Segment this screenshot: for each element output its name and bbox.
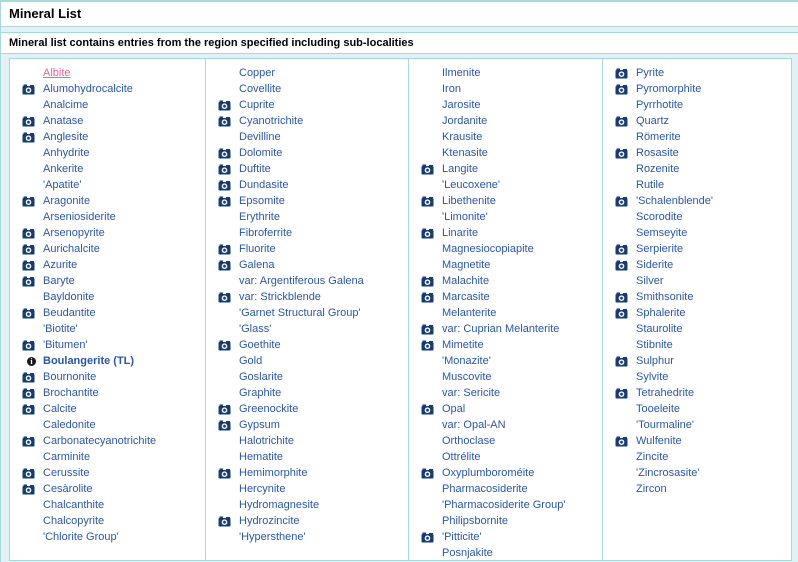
camera-icon [218, 516, 239, 527]
camera-icon [218, 148, 239, 159]
list-item [206, 225, 408, 241]
mineral-link[interactable]: Alumohydrocalcite [43, 83, 133, 95]
list-item [409, 257, 602, 273]
list-item [10, 385, 205, 401]
mineral-link[interactable]: Arsenopyrite [43, 227, 105, 239]
camera-icon [218, 164, 239, 175]
list-item [206, 417, 408, 433]
mineral-link[interactable]: Tooeleite [636, 403, 681, 415]
list-item [603, 177, 791, 193]
camera-icon [615, 292, 636, 303]
list-item [603, 321, 791, 337]
mineral-link[interactable]: Fibroferrite [239, 227, 293, 239]
mineral-link[interactable]: 'Monazite' [442, 355, 491, 367]
list-item [10, 433, 205, 449]
mineral-link[interactable]: Arseniosiderite [43, 211, 116, 223]
list-item [409, 481, 602, 497]
mineral-link[interactable]: var: Strickblende [239, 291, 321, 303]
list-item [10, 369, 205, 385]
mineral-link[interactable]: Sphalerite [636, 307, 686, 319]
list-item [10, 225, 205, 241]
mineral-link[interactable]: Semseyite [636, 227, 688, 239]
camera-icon [615, 260, 636, 271]
mineral-link[interactable]: 'Limonite' [442, 211, 488, 223]
camera-icon [22, 372, 43, 383]
list-item [603, 81, 791, 97]
list-item [409, 145, 602, 161]
camera-icon [421, 228, 442, 239]
list-item [409, 513, 602, 529]
mineral-link[interactable]: Muscovite [442, 371, 492, 383]
mineral-link[interactable]: var: Sericite [442, 387, 501, 399]
page-subheader [1, 32, 798, 54]
mineral-link[interactable]: Rosasite [636, 147, 679, 159]
camera-icon [421, 292, 442, 303]
mineral-link[interactable]: Römerite [636, 131, 681, 143]
list-item [409, 449, 602, 465]
list-item [206, 401, 408, 417]
list-item [206, 337, 408, 353]
mineral-link[interactable]: var: Opal-AN [442, 419, 506, 431]
mineral-link[interactable]: Aragonite [43, 195, 91, 207]
mineral-link[interactable]: 'Pitticite' [442, 531, 482, 543]
mineral-link[interactable]: Philipsbornite [442, 515, 509, 527]
mineral-link[interactable]: Mimetite [442, 339, 484, 351]
list-item [10, 241, 205, 257]
mineral-link[interactable]: Gold [239, 355, 263, 367]
mineral-link[interactable]: 'Apatite' [43, 179, 82, 191]
mineral-link[interactable]: Carminite [43, 451, 91, 463]
list-item [409, 225, 602, 241]
mineral-link[interactable]: Tetrahedrite [636, 387, 695, 399]
list-item [409, 321, 602, 337]
mineral-link[interactable]: Aurichalcite [43, 243, 100, 255]
list-item [409, 209, 602, 225]
camera-icon [218, 244, 239, 255]
mineral-link[interactable]: Covellite [239, 83, 282, 95]
camera-icon [615, 436, 636, 447]
list-item [603, 289, 791, 305]
mineral-link[interactable]: Cesàrolite [43, 483, 93, 495]
mineral-link[interactable]: Rutile [636, 179, 665, 191]
list-item [10, 321, 205, 337]
list-item [10, 193, 205, 209]
list-item [206, 433, 408, 449]
camera-icon [22, 388, 43, 399]
mineral-link[interactable]: Linarite [442, 227, 479, 239]
list-item [206, 273, 408, 289]
list-item [409, 241, 602, 257]
list-item [603, 193, 791, 209]
mineral-link[interactable]: Melanterite [442, 307, 497, 319]
mineral-link[interactable]: 'Chlorite Group' [43, 531, 119, 543]
list-item [603, 433, 791, 449]
mineral-link[interactable]: Staurolite [636, 323, 683, 335]
list-item [409, 417, 602, 433]
list-item [409, 465, 602, 481]
camera-icon [22, 484, 43, 495]
camera-icon [218, 180, 239, 191]
mineral-link[interactable]: Anhydrite [43, 147, 90, 159]
list-item [603, 481, 791, 497]
mineral-link[interactable]: Silver [636, 275, 664, 287]
mineral-link[interactable]: Oxyplumboroméite [442, 467, 535, 479]
camera-icon [615, 148, 636, 159]
camera-icon [218, 100, 239, 111]
mineral-link[interactable]: 'Garnet Structural Group' [239, 307, 361, 319]
list-item [206, 113, 408, 129]
mineral-link[interactable]: Hematite [239, 451, 284, 463]
list-item [603, 305, 791, 321]
mineral-link[interactable]: Fluorite [239, 243, 276, 255]
list-item [10, 161, 205, 177]
mineral-link[interactable]: 'Biotite' [43, 323, 78, 335]
mineral-link[interactable]: Orthoclase [442, 435, 496, 447]
mineral-link[interactable]: Jordanite [442, 115, 488, 127]
mineral-link[interactable]: Zircon [636, 483, 667, 495]
mineral-link[interactable]: Calcite [43, 403, 77, 415]
mineral-link[interactable]: Magnetite [442, 259, 491, 271]
camera-icon [615, 308, 636, 319]
mineral-link[interactable]: Smithsonite [636, 291, 694, 303]
mineral-link[interactable]: Copper [239, 67, 276, 79]
mineral-link[interactable]: Serpierite [636, 243, 684, 255]
list-item [603, 465, 791, 481]
list-item [206, 241, 408, 257]
list-item [409, 273, 602, 289]
list-item [603, 145, 791, 161]
mineral-link[interactable]: Bayldonite [43, 291, 95, 303]
list-item [409, 177, 602, 193]
page-header [1, 2, 798, 27]
list-item [603, 225, 791, 241]
mineral-link[interactable]: Scorodite [636, 211, 683, 223]
camera-icon [218, 260, 239, 271]
mineral-link[interactable]: Quartz [636, 115, 670, 127]
mineral-column-3 [408, 59, 602, 560]
mineral-link[interactable]: Duftite [239, 163, 271, 175]
mineral-link[interactable]: 'Zincrosasite' [636, 467, 700, 479]
list-item [409, 289, 602, 305]
camera-icon [421, 404, 442, 415]
mineral-link[interactable]: Magnesiocopiapite [442, 243, 534, 255]
mineral-link[interactable]: Libethenite [442, 195, 496, 207]
mineral-link[interactable]: Anatase [43, 115, 84, 127]
list-item [206, 177, 408, 193]
mineral-link[interactable]: Halotrichite [239, 435, 295, 447]
list-item [206, 529, 408, 545]
list-item [206, 145, 408, 161]
list-item [10, 81, 205, 97]
mineral-link[interactable]: Bournonite [43, 371, 97, 383]
mineral-link[interactable]: 'Pharmacosiderite Group' [442, 499, 566, 511]
list-item [409, 193, 602, 209]
list-item [206, 305, 408, 321]
mineral-link[interactable]: Chalcopyrite [43, 515, 105, 527]
camera-icon [218, 116, 239, 127]
list-item [409, 305, 602, 321]
list-item [10, 449, 205, 465]
list-item [603, 337, 791, 353]
camera-icon [615, 84, 636, 95]
mineral-link[interactable]: Baryte [43, 275, 75, 287]
list-item [10, 289, 205, 305]
mineral-link[interactable]: Marcasite [442, 291, 490, 303]
page-title: Mineral List [9, 6, 82, 21]
camera-icon [421, 196, 442, 207]
list-item [10, 113, 205, 129]
mineral-link[interactable]: Pyromorphite [636, 83, 702, 95]
camera-icon [22, 436, 43, 447]
list-item [603, 97, 791, 113]
mineral-link[interactable]: Sulphur [636, 355, 674, 367]
list-item [603, 113, 791, 129]
list-item [409, 97, 602, 113]
mineral-link[interactable]: 'Bitumen' [43, 339, 88, 351]
camera-icon [615, 116, 636, 127]
mineral-link[interactable]: Jarosite [442, 99, 481, 111]
camera-icon [218, 404, 239, 415]
list-item [409, 337, 602, 353]
list-item [206, 289, 408, 305]
mineral-link[interactable]: Opal [442, 403, 466, 415]
mineral-link[interactable]: 'Schalenblende' [636, 195, 713, 207]
mineral-link[interactable]: Ottrélite [442, 451, 481, 463]
camera-icon [421, 164, 442, 175]
mineral-link[interactable]: Hemimorphite [239, 467, 308, 479]
mineral-link[interactable]: Analcime [43, 99, 89, 111]
mineral-link[interactable]: Wulfenite [636, 435, 682, 447]
mineral-link[interactable]: Anglesite [43, 131, 89, 143]
list-item [10, 497, 205, 513]
list-item [409, 545, 602, 560]
page-subtitle: Mineral list contains entries from the region specified including sub-localities [9, 37, 414, 49]
mineral-link[interactable]: Epsomite [239, 195, 285, 207]
list-item [10, 481, 205, 497]
list-item [603, 129, 791, 145]
mineral-link[interactable]: 'Glass' [239, 323, 272, 335]
list-item [10, 305, 205, 321]
list-item [10, 337, 205, 353]
camera-icon [615, 388, 636, 399]
list-item [409, 81, 602, 97]
list-item [409, 129, 602, 145]
type-locality-icon-cell [22, 357, 43, 366]
mineral-link[interactable]: Posnjakite [442, 547, 493, 559]
list-item [206, 369, 408, 385]
camera-icon [218, 420, 239, 431]
mineral-link[interactable]: Erythrite [239, 211, 280, 223]
camera-icon [22, 468, 43, 479]
mineral-link[interactable]: Ankerite [43, 163, 84, 175]
list-item [10, 177, 205, 193]
list-item [10, 209, 205, 225]
mineral-link[interactable]: Stibnite [636, 339, 673, 351]
mineral-link[interactable]: Azurite [43, 259, 78, 271]
list-item [206, 193, 408, 209]
mineral-link[interactable]: Pharmacosiderite [442, 483, 528, 495]
list-item [409, 497, 602, 513]
list-item [603, 385, 791, 401]
camera-icon [22, 260, 43, 271]
list-item [206, 65, 408, 81]
mineral-link[interactable]: Pyrrhotite [636, 99, 684, 111]
mineral-link[interactable]: Hercynite [239, 483, 286, 495]
mineral-link[interactable]: Cyanotrichite [239, 115, 304, 127]
list-item [206, 353, 408, 369]
list-item [603, 257, 791, 273]
mineral-link[interactable]: Gypsum [239, 419, 280, 431]
list-item [10, 529, 205, 545]
camera-icon [421, 340, 442, 351]
list-item [603, 241, 791, 257]
mineral-link[interactable]: Caledonite [43, 419, 96, 431]
list-item [10, 417, 205, 433]
mineral-link[interactable]: 'Leucoxene' [442, 179, 501, 191]
camera-icon [22, 132, 43, 143]
mineral-column-1 [10, 59, 205, 560]
list-item [206, 209, 408, 225]
mineral-link[interactable]: 'Tourmaline' [636, 419, 695, 431]
mineral-link[interactable]: Goethite [239, 339, 281, 351]
list-item [10, 513, 205, 529]
camera-icon [22, 340, 43, 351]
camera-icon [22, 84, 43, 95]
list-item [603, 65, 791, 81]
list-item [206, 513, 408, 529]
list-item [206, 257, 408, 273]
list-item [409, 353, 602, 369]
list-item [206, 321, 408, 337]
list-item [206, 129, 408, 145]
list-item [409, 433, 602, 449]
camera-icon [22, 276, 43, 287]
mineral-link[interactable]: Albite [43, 67, 71, 79]
mineral-link[interactable]: Malachite [442, 275, 490, 287]
camera-icon [615, 356, 636, 367]
list-item [10, 257, 205, 273]
camera-icon [421, 468, 442, 479]
camera-icon [22, 308, 43, 319]
mineral-link[interactable]: Greenockite [239, 403, 299, 415]
list-item [10, 273, 205, 289]
list-item [10, 465, 205, 481]
list-item [603, 353, 791, 369]
list-item [409, 385, 602, 401]
mineral-link[interactable]: Hydrozincite [239, 515, 300, 527]
list-item [206, 385, 408, 401]
mineral-link[interactable]: Galena [239, 259, 275, 271]
list-item [409, 401, 602, 417]
list-item [206, 449, 408, 465]
mineral-link[interactable]: Siderite [636, 259, 674, 271]
mineral-columns [9, 58, 792, 561]
camera-icon [218, 468, 239, 479]
list-item [206, 97, 408, 113]
mineral-link[interactable]: Ktenasite [442, 147, 488, 159]
list-item [10, 97, 205, 113]
mineral-link[interactable]: Chalcanthite [43, 499, 105, 511]
camera-icon [22, 116, 43, 127]
list-item [603, 161, 791, 177]
camera-icon [615, 196, 636, 207]
list-item [10, 353, 205, 369]
mineral-link[interactable]: Sylvite [636, 371, 669, 383]
list-item [603, 209, 791, 225]
mineral-link[interactable]: var: Cuprian Melanterite [442, 323, 560, 335]
list-item [603, 449, 791, 465]
list-item [10, 65, 205, 81]
list-item [603, 401, 791, 417]
list-item [409, 529, 602, 545]
mineral-link[interactable]: Graphite [239, 387, 282, 399]
list-item [409, 65, 602, 81]
mineral-link[interactable]: Zincite [636, 451, 669, 463]
list-item [10, 401, 205, 417]
mineral-link[interactable]: Devilline [239, 131, 281, 143]
mineral-link[interactable]: Langite [442, 163, 479, 175]
camera-icon [22, 244, 43, 255]
camera-icon [22, 196, 43, 207]
mineral-link[interactable]: Dundasite [239, 179, 289, 191]
list-item [206, 161, 408, 177]
list-item [603, 273, 791, 289]
list-item [206, 81, 408, 97]
camera-icon [22, 404, 43, 415]
list-item [10, 145, 205, 161]
list-item [206, 481, 408, 497]
camera-icon [218, 292, 239, 303]
mineral-column-4 [602, 59, 791, 560]
mineral-link[interactable]: Carbonatecyanotrichite [43, 435, 157, 447]
list-item [409, 369, 602, 385]
mineral-link[interactable]: Beudantite [43, 307, 96, 319]
list-item [603, 417, 791, 433]
camera-icon [218, 340, 239, 351]
camera-icon [615, 244, 636, 255]
mineral-link[interactable]: Ilmenite [442, 67, 481, 79]
mineral-link[interactable]: Dolomite [239, 147, 283, 159]
mineral-link[interactable]: Krausite [442, 131, 483, 143]
list-item [10, 129, 205, 145]
mineral-link[interactable]: var: Argentiferous Galena [239, 275, 364, 287]
camera-icon [421, 532, 442, 543]
list-item [409, 113, 602, 129]
list-item [206, 497, 408, 513]
mineral-link[interactable]: Boulangerite (TL) [43, 355, 135, 367]
list-item [206, 465, 408, 481]
mineral-link[interactable]: 'Hypersthene' [239, 531, 306, 543]
mineral-link[interactable]: Hydromagnesite [239, 499, 320, 511]
mineral-link[interactable]: Goslarite [239, 371, 284, 383]
camera-icon [22, 228, 43, 239]
mineral-link[interactable]: Rozenite [636, 163, 680, 175]
mineral-link[interactable]: Iron [442, 83, 461, 95]
mineral-link[interactable]: Pyrite [636, 67, 665, 79]
list-item [603, 369, 791, 385]
list-item [409, 161, 602, 177]
mineral-link[interactable]: Cuprite [239, 99, 275, 111]
type-locality-icon: i [27, 357, 36, 366]
camera-icon [421, 276, 442, 287]
camera-icon [615, 68, 636, 79]
mineral-link[interactable]: Brochantite [43, 387, 99, 399]
mineral-column-2 [205, 59, 408, 560]
camera-icon [421, 324, 442, 335]
camera-icon [218, 196, 239, 207]
mineral-link[interactable]: Cerussite [43, 467, 90, 479]
